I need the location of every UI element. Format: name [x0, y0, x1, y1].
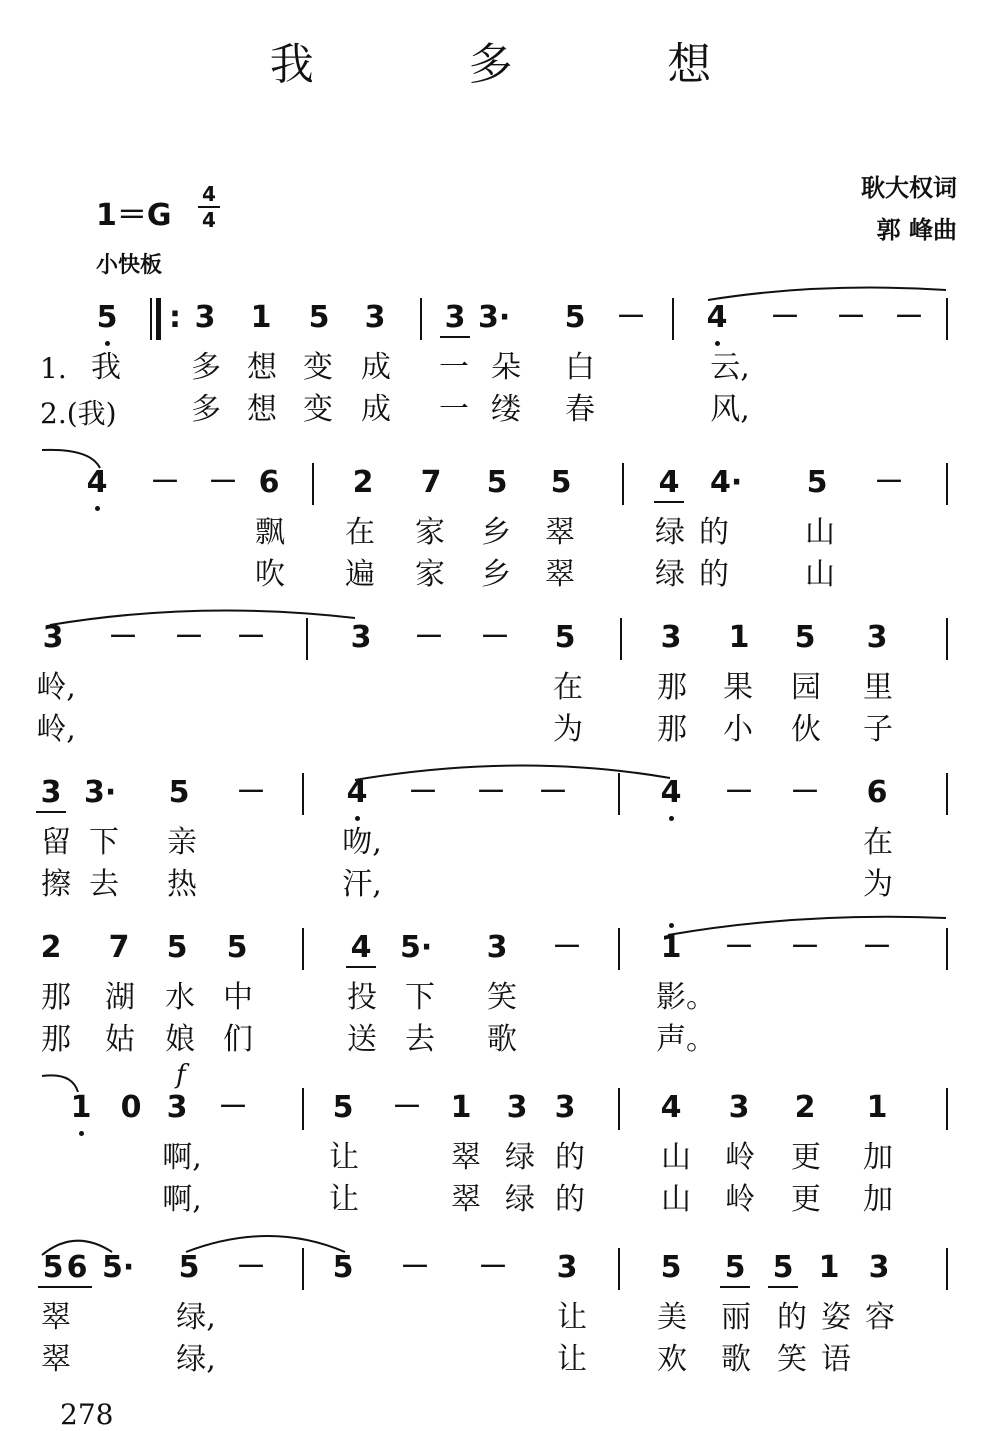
lyric-verse-1: 的: [699, 515, 729, 550]
lyric-verse-2: 的: [699, 557, 729, 592]
jianpu-note: 5: [486, 465, 508, 500]
jianpu-note: －: [790, 775, 820, 810]
slur: [355, 765, 670, 780]
jianpu-note: 3: [506, 1090, 528, 1125]
jianpu-note: 4: [656, 775, 686, 811]
lyric-verse-1: 家: [415, 515, 445, 550]
jianpu-note: 3: [440, 300, 470, 338]
bar-line: [618, 773, 620, 815]
jianpu-note: 3: [36, 775, 66, 813]
meter-top: 4: [202, 182, 216, 206]
lyric-verse-2: 山: [805, 557, 835, 592]
bar-line: [946, 618, 948, 660]
jianpu-note: －: [150, 465, 180, 500]
jianpu-note: 1: [66, 1090, 96, 1126]
jianpu-note: 6: [62, 1250, 92, 1288]
lyric-verse-2: 想: [247, 392, 277, 427]
lyric-verse-1: 影。: [656, 980, 716, 1015]
jianpu-note: 3·: [478, 300, 511, 335]
bar-line: [302, 1248, 304, 1290]
lyric-verse-1: 飘: [255, 515, 285, 550]
jianpu-note: 7: [420, 465, 442, 500]
jianpu-note: －: [862, 930, 892, 965]
lyric-verse-2: 山: [661, 1182, 691, 1217]
lyric-verse-2: 让: [557, 1342, 587, 1377]
jianpu-note: －: [478, 1250, 508, 1285]
jianpu-note: －: [392, 1090, 422, 1125]
lyric-verse-1: 乡: [481, 515, 511, 550]
key-signature: 1＝G: [96, 198, 172, 233]
jianpu-note: －: [770, 300, 800, 335]
lyric-verse-2: 欢: [657, 1342, 687, 1377]
jianpu-note: 1: [656, 930, 686, 966]
lyric-verse-2: 的: [555, 1182, 585, 1217]
lyric-verse-2: 绿,: [176, 1342, 216, 1377]
lyric-verse-1: 留: [41, 825, 71, 860]
lyric-verse-2: 歌: [487, 1022, 517, 1057]
lyric-verse-1: 朵: [491, 350, 521, 385]
lyric-verse-1: 多: [191, 350, 221, 385]
lyric-verse-1: 更: [791, 1140, 821, 1175]
jianpu-note: －: [538, 775, 568, 810]
page-number: 278: [60, 1398, 114, 1431]
lyric-verse-2: 为: [863, 867, 893, 902]
lyric-verse-1: 下: [89, 825, 119, 860]
lyric-verse-1: 山: [805, 515, 835, 550]
lyric-verse-2: 加: [863, 1182, 893, 1217]
bar-line: [302, 928, 304, 970]
lyric-verse-1: 亲: [167, 825, 197, 860]
jianpu-note: 5: [564, 300, 586, 335]
jianpu-note: 3: [728, 1090, 750, 1125]
jianpu-note: 1: [450, 1090, 472, 1125]
lyric-verse-1: 让: [557, 1300, 587, 1335]
jianpu-note: 3: [660, 620, 682, 655]
jianpu-note: 1: [866, 1090, 888, 1125]
lyric-verse-1: 岭,: [36, 670, 76, 705]
lyric-verse-1: 容: [865, 1300, 895, 1335]
lyric-verse-1: 丽: [721, 1300, 751, 1335]
jianpu-note: 5: [720, 1250, 750, 1288]
jianpu-note: 7: [108, 930, 130, 965]
lyric-verse-2: 岭: [725, 1182, 755, 1217]
jianpu-note: －: [208, 465, 238, 500]
lyric-verse-1: 园: [791, 670, 821, 705]
lyricist-credit: 耿大权词: [861, 174, 957, 202]
lyric-verse-2: 岭,: [36, 712, 76, 747]
lyric-verse-2: 乡: [481, 557, 511, 592]
lyric-verse-2: 多: [191, 392, 221, 427]
lyric-verse-2: 子: [863, 712, 893, 747]
lyric-verse-1: 云,: [710, 350, 750, 385]
lyric-verse-2: 更: [791, 1182, 821, 1217]
bar-line: [302, 773, 304, 815]
lyric-verse-1: 啊,: [162, 1140, 202, 1175]
jianpu-note: 5: [794, 620, 816, 655]
composer-credit: 郭 峰曲: [876, 216, 957, 244]
jianpu-note: 0: [120, 1090, 142, 1125]
jianpu-note: －: [218, 1090, 248, 1125]
lyric-verse-1: 翠: [451, 1140, 481, 1175]
jianpu-note: 3: [868, 1250, 890, 1285]
bar-line: [622, 463, 624, 505]
bar-line: [420, 298, 422, 340]
jianpu-note: －: [874, 465, 904, 500]
lyric-verse-1: 成: [361, 350, 391, 385]
lyric-verse-2: 缕: [491, 392, 521, 427]
lyric-verse-2: 家: [415, 557, 445, 592]
jianpu-note: 4: [82, 465, 112, 501]
jianpu-note: －: [400, 1250, 430, 1285]
lyric-verse-1: 笑: [487, 980, 517, 1015]
tempo-marking: 小快板: [96, 253, 163, 278]
bar-line: [150, 298, 152, 340]
verse-label-1: 1.: [40, 352, 67, 385]
lyric-verse-2: 一: [439, 392, 469, 427]
meter-bottom: 4: [202, 208, 216, 232]
bar-line: [618, 928, 620, 970]
bar-line: [672, 298, 674, 340]
jianpu-note: 2: [40, 930, 62, 965]
jianpu-note: 5: [554, 620, 576, 655]
lyric-verse-2: 笑: [777, 1342, 807, 1377]
jianpu-note: 5: [660, 1250, 682, 1285]
lyric-verse-1: 变: [303, 350, 333, 385]
jianpu-note: 3: [166, 1090, 188, 1125]
lyric-verse-2: 姑: [105, 1022, 135, 1057]
lyric-verse-2: 翠: [41, 1342, 71, 1377]
jianpu-note: －: [790, 930, 820, 965]
lyric-verse-1: 在: [863, 825, 893, 860]
jianpu-note: 3: [554, 1090, 576, 1125]
lyric-verse-1: 水: [165, 980, 195, 1015]
jianpu-note: 1: [250, 300, 272, 335]
jianpu-note: －: [894, 300, 924, 335]
slur: [708, 288, 946, 300]
jianpu-note: 5: [550, 465, 572, 500]
lyric-verse-1: 那: [41, 980, 71, 1015]
lyric-verse-2: 风,: [710, 392, 750, 427]
lyric-verse-1: 吻,: [342, 825, 382, 860]
lyric-verse-1: 在: [553, 670, 583, 705]
jianpu-note: 4: [702, 300, 732, 336]
lyric-verse-1: 翠: [545, 515, 575, 550]
jianpu-note: 5: [332, 1250, 354, 1285]
jianpu-note: 5: [806, 465, 828, 500]
bar-line: [946, 298, 948, 340]
jianpu-note: 5: [308, 300, 330, 335]
jianpu-note: 4: [346, 930, 376, 968]
jianpu-note: 6: [866, 775, 888, 810]
lyric-verse-1: 中: [223, 980, 253, 1015]
bar-line: [946, 928, 948, 970]
lyric-verse-2: 那: [41, 1022, 71, 1057]
lyric-verse-2: 汗,: [342, 867, 382, 902]
jianpu-note: 2: [352, 465, 374, 500]
lyric-verse-2: 们: [223, 1022, 253, 1057]
lyric-verse-1: 白: [565, 350, 595, 385]
lyric-verse-2: 翠: [451, 1182, 481, 1217]
jianpu-note: －: [236, 1250, 266, 1285]
jianpu-note: －: [616, 300, 646, 335]
jianpu-note: 4: [654, 465, 684, 503]
bar-line: [620, 618, 622, 660]
jianpu-note: 4: [342, 775, 372, 811]
jianpu-note: 5: [38, 1250, 68, 1288]
jianpu-note: 5: [166, 930, 188, 965]
lyric-verse-1: 想: [247, 350, 277, 385]
bar-line: [302, 1088, 304, 1130]
bar-line: [946, 463, 948, 505]
jianpu-note: 5·: [400, 930, 433, 965]
bar-line: [618, 1088, 620, 1130]
lyric-verse-2: 送: [347, 1022, 377, 1057]
jianpu-note: －: [480, 620, 510, 655]
jianpu-note: 3: [866, 620, 888, 655]
jianpu-note: －: [236, 775, 266, 810]
lyric-verse-2: 春: [565, 392, 595, 427]
lyric-verse-2: 遍: [345, 557, 375, 592]
jianpu-note: －: [724, 930, 754, 965]
lyric-verse-1: 绿: [655, 515, 685, 550]
jianpu-note: 3: [42, 620, 64, 655]
bar-line: [946, 773, 948, 815]
jianpu-note: 3: [350, 620, 372, 655]
jianpu-note: －: [408, 775, 438, 810]
jianpu-note: 5: [768, 1250, 798, 1288]
jianpu-note: 5: [226, 930, 248, 965]
bar-line: [312, 463, 314, 505]
jianpu-note: 1: [728, 620, 750, 655]
lyric-verse-1: 湖: [105, 980, 135, 1015]
jianpu-note: 3: [194, 300, 216, 335]
jianpu-note: 1: [818, 1250, 840, 1285]
lyric-verse-2: 去: [89, 867, 119, 902]
lyric-verse-1: 我: [91, 350, 121, 385]
lyric-verse-1: 下: [405, 980, 435, 1015]
lyric-verse-1: 美: [657, 1300, 687, 1335]
lyric-verse-2: 伙: [791, 712, 821, 747]
jianpu-note: 5·: [102, 1250, 135, 1285]
jianpu-note: 5: [332, 1090, 354, 1125]
jianpu-note: －: [836, 300, 866, 335]
lyric-verse-2: 变: [303, 392, 333, 427]
lyric-verse-2: 歌: [721, 1342, 751, 1377]
jianpu-note: 2: [794, 1090, 816, 1125]
jianpu-note: 4: [660, 1090, 682, 1125]
lyric-verse-2: 娘: [165, 1022, 195, 1057]
jianpu-note: 3: [556, 1250, 578, 1285]
bar-line: [618, 1248, 620, 1290]
lyric-verse-2: 啊,: [162, 1182, 202, 1217]
song-title: 我 多 想: [269, 39, 782, 90]
lyric-verse-1: 一: [439, 350, 469, 385]
lyric-verse-2: 为: [553, 712, 583, 747]
jianpu-note: －: [552, 930, 582, 965]
jianpu-note: 3: [364, 300, 386, 335]
lyric-verse-1: 山: [661, 1140, 691, 1175]
lyric-verse-2: 成: [361, 392, 391, 427]
dynamic-marking: f: [176, 1060, 186, 1090]
jianpu-note: －: [476, 775, 506, 810]
jianpu-note: 6: [258, 465, 280, 500]
bar-line: [946, 1088, 948, 1130]
lyric-verse-2: 绿: [505, 1182, 535, 1217]
jianpu-note: －: [724, 775, 754, 810]
lyric-verse-1: 姿: [821, 1300, 851, 1335]
lyric-verse-2: 吹: [255, 557, 285, 592]
jianpu-note: 5: [168, 775, 190, 810]
jianpu-note: 5: [92, 300, 122, 336]
lyric-verse-1: 让: [329, 1140, 359, 1175]
bar-line: [306, 618, 308, 660]
lyric-verse-1: 里: [863, 670, 893, 705]
lyric-verse-2: 去: [405, 1022, 435, 1057]
jianpu-note: －: [414, 620, 444, 655]
lyric-verse-2: 让: [329, 1182, 359, 1217]
lyric-verse-2: 绿: [655, 557, 685, 592]
lyric-verse-2: 擦: [41, 867, 71, 902]
lyric-verse-1: 绿,: [176, 1300, 216, 1335]
jianpu-note: －: [108, 620, 138, 655]
bar-line: [946, 1248, 948, 1290]
lyric-verse-1: 绿: [505, 1140, 535, 1175]
lyric-verse-1: 的: [777, 1300, 807, 1335]
jianpu-note: 5: [178, 1250, 200, 1285]
lyric-verse-2: 那: [657, 712, 687, 747]
lyric-verse-1: 岭: [725, 1140, 755, 1175]
lyric-verse-1: 果: [723, 670, 753, 705]
lyric-verse-1: 投: [347, 980, 377, 1015]
verse-label-2: 2.(我): [40, 397, 117, 430]
jianpu-note: 3·: [84, 775, 117, 810]
lyric-verse-2: 语: [821, 1342, 851, 1377]
lyric-verse-1: 在: [345, 515, 375, 550]
jianpu-note: －: [174, 620, 204, 655]
jianpu-note: 4·: [710, 465, 743, 500]
lyric-verse-2: 小: [723, 712, 753, 747]
lyric-verse-1: 那: [657, 670, 687, 705]
lyric-verse-1: 的: [555, 1140, 585, 1175]
jianpu-note: －: [236, 620, 266, 655]
lyric-verse-1: 翠: [41, 1300, 71, 1335]
lyric-verse-1: 加: [863, 1140, 893, 1175]
repeat-dot: :: [169, 300, 181, 335]
time-signature: [198, 183, 220, 231]
lyric-verse-2: 翠: [545, 557, 575, 592]
lyric-verse-2: 热: [167, 867, 197, 902]
lyric-verse-2: 声。: [656, 1022, 716, 1057]
jianpu-note: 3: [486, 930, 508, 965]
